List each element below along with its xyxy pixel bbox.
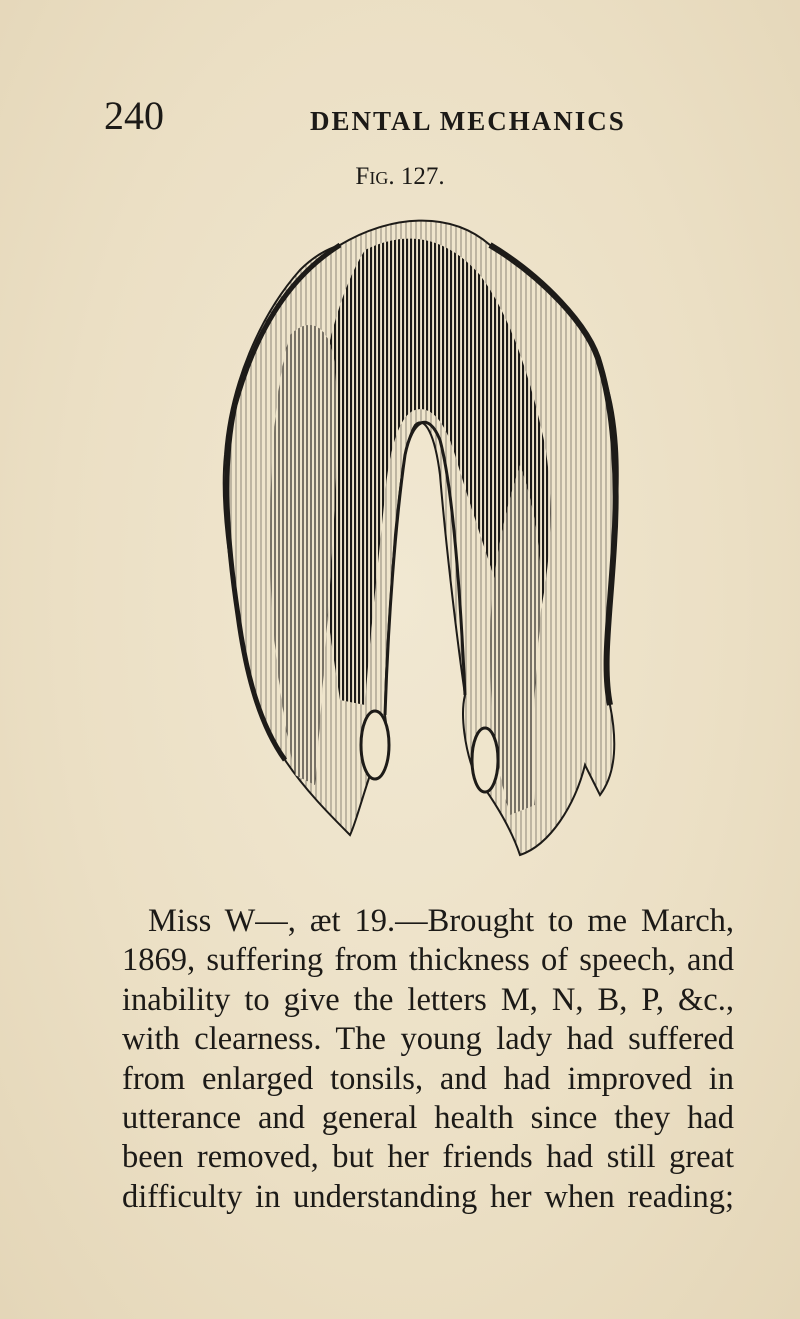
text-line: inability to give the letters M, N, B, P, &c., (122, 981, 734, 1018)
text-line: from enlarged tonsils, and had improved in (122, 1060, 734, 1097)
left-incisor (361, 711, 389, 779)
text-line: difficulty in understanding her when reading; (122, 1178, 734, 1215)
page-number: 240 (104, 93, 164, 138)
text-line: 1869, suffering from thickness of speech, and (122, 942, 734, 979)
running-head: DENTAL MECHANICS (310, 106, 626, 136)
body-paragraph (122, 902, 734, 1217)
text-line: utterance and general health since they had (122, 1100, 734, 1137)
right-incisor (472, 728, 498, 792)
text-line: been removed, but her friends had still great (122, 1139, 734, 1176)
figure-caption: Fig. 127. (355, 163, 445, 190)
text-line: with clearness. The young lady had suffered (122, 1021, 734, 1058)
palate-cast-illustration (190, 205, 640, 870)
text-line: Miss W—, æt 19.—Brought to me March, (148, 903, 734, 939)
